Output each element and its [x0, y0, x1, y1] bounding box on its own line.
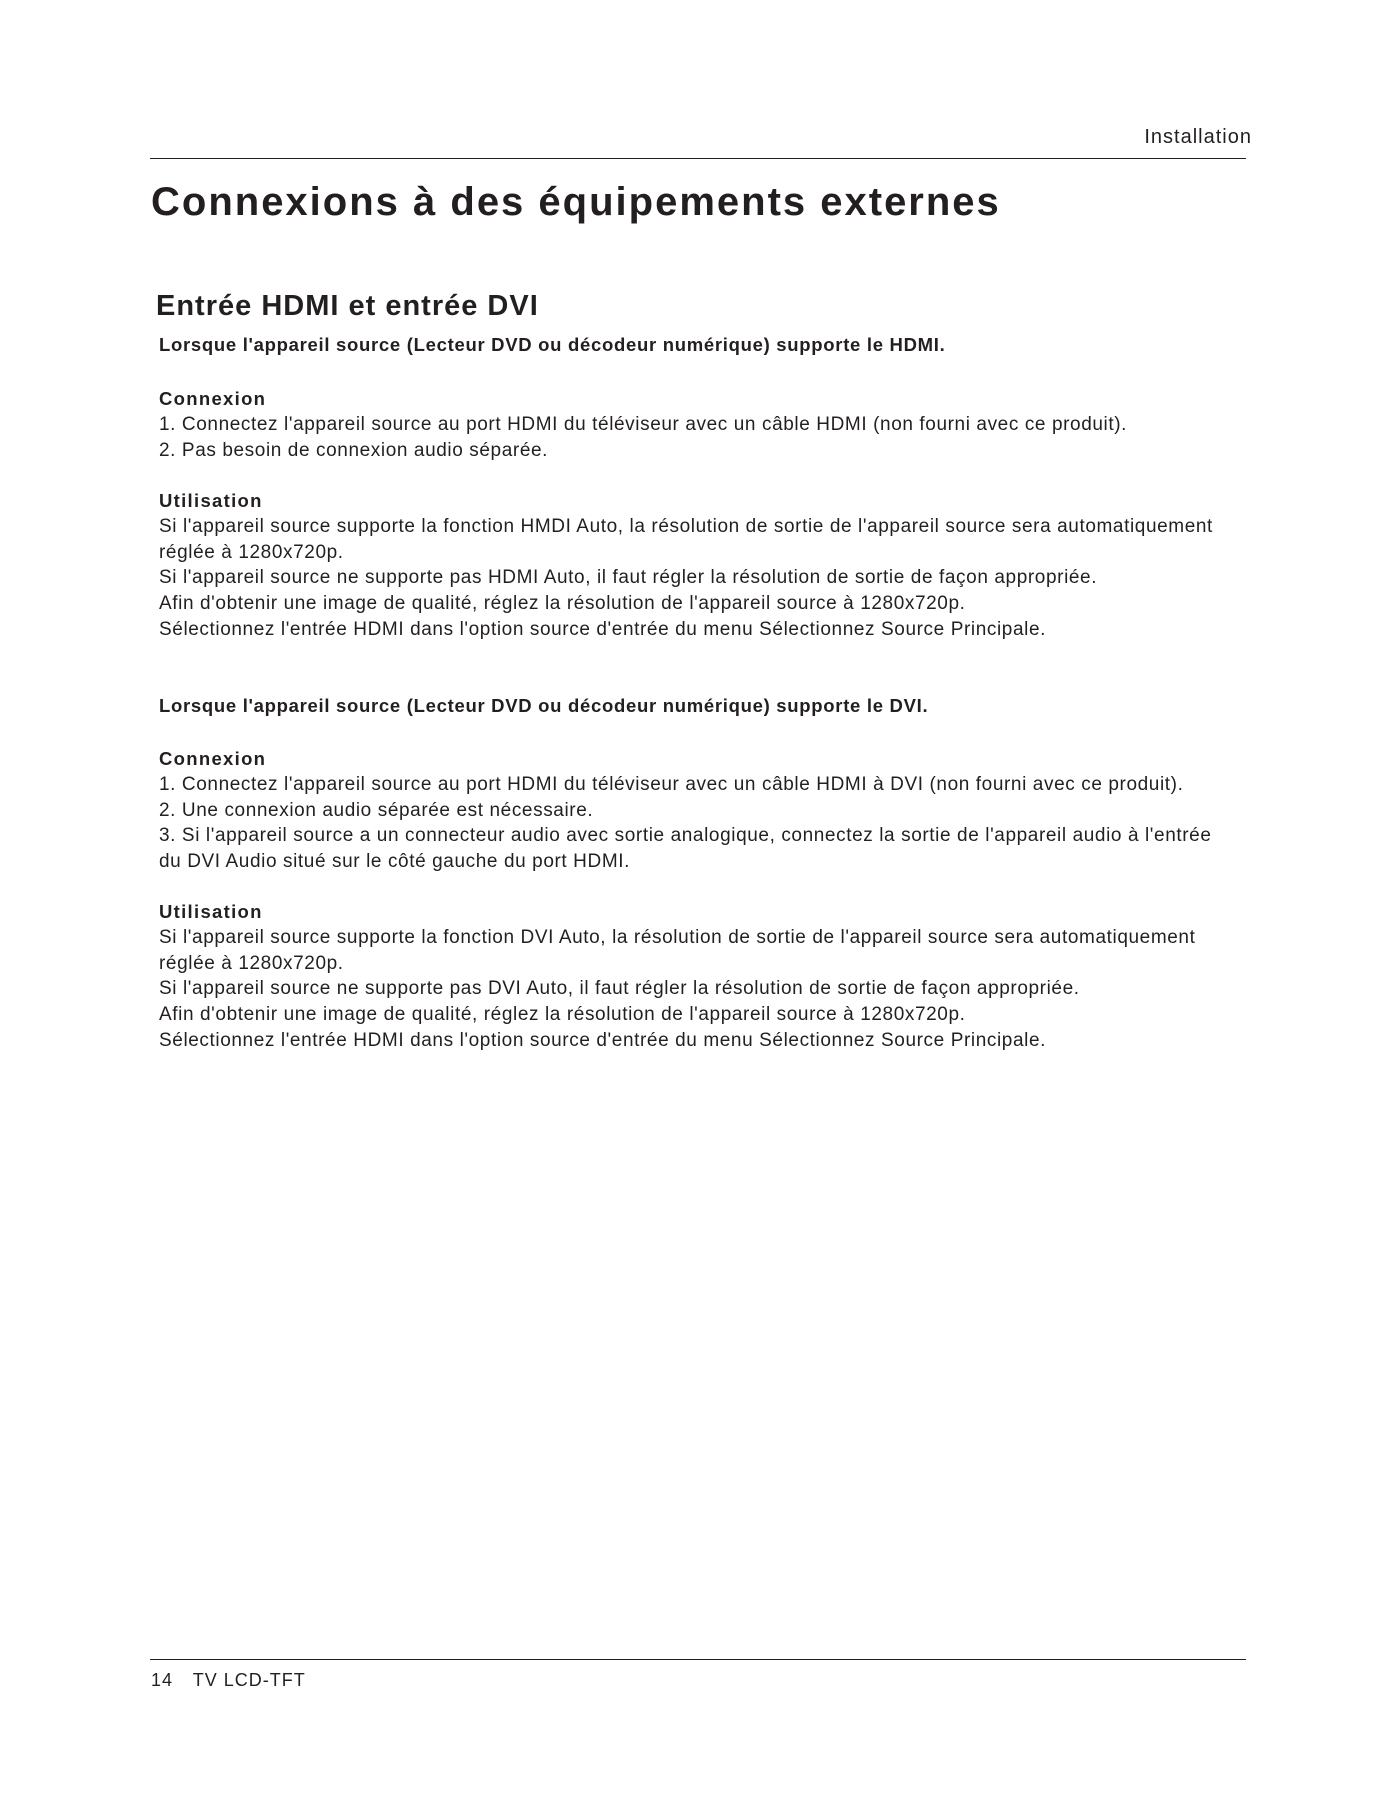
page-footer — [151, 1670, 306, 1691]
dvi-lead: Lorsque l'appareil source (Lecteur DVD ou décodeur numérique) supporte le DVI. — [159, 695, 929, 716]
section-heading: Entrée HDMI et entrée DVI — [156, 290, 539, 322]
page-number: 14 — [151, 1670, 174, 1690]
hdmi-connexion-line: 1. Connectez l'appareil source au port HDMI du téléviseur avec un câble HDMI (non fourni avec ce produit). — [159, 413, 1128, 435]
dvi-section — [159, 695, 1259, 717]
footer-rule — [150, 1659, 1246, 1660]
hdmi-lead: Lorsque l'appareil source (Lecteur DVD ou décodeur numérique) supporte le HDMI. — [159, 334, 946, 355]
hdmi-utilisation-line: Si l'appareil source ne supporte pas HDMI Auto, il faut régler la résolution de sortie de façon appropriée. — [159, 567, 1098, 589]
page-title: Connexions à des équipements externes — [151, 180, 1001, 224]
dvi-utilisation — [159, 899, 1259, 1054]
hdmi-utilisation-line: Sélectionnez l'entrée HDMI dans l'option source d'entrée du menu Sélectionnez Source Principale. — [159, 618, 1047, 640]
dvi-connexion-heading: Connexion — [159, 748, 267, 769]
hdmi-utilisation-heading: Utilisation — [159, 490, 263, 511]
dvi-connexion-line: 2. Une connexion audio séparée est nécessaire. — [159, 799, 594, 821]
dvi-utilisation-heading: Utilisation — [159, 901, 263, 922]
header-rule — [150, 158, 1246, 159]
hdmi-utilisation — [159, 488, 1259, 643]
hdmi-connexion-heading: Connexion — [159, 388, 267, 409]
hdmi-connexion-line: 2. Pas besoin de connexion audio séparée. — [159, 439, 549, 461]
hdmi-utilisation-line: réglée à 1280x720p. — [159, 541, 344, 563]
dvi-utilisation-line: Si l'appareil source supporte la fonction DVI Auto, la résolution de sortie de l'appareil source sera automatiquement — [159, 926, 1196, 948]
dvi-connexion — [159, 746, 1259, 875]
footer-product: TV LCD-TFT — [192, 1670, 306, 1690]
dvi-utilisation-line: Sélectionnez l'entrée HDMI dans l'option source d'entrée du menu Sélectionnez Source Principale. — [159, 1029, 1047, 1051]
dvi-utilisation-line: réglée à 1280x720p. — [159, 952, 344, 974]
hdmi-connexion — [159, 386, 1259, 463]
running-header-section: Installation — [1144, 126, 1252, 148]
dvi-connexion-line: 3. Si l'appareil source a un connecteur audio avec sortie analogique, connectez la sortie de l'appareil audio à l'entrée — [159, 825, 1212, 847]
dvi-utilisation-line: Afin d'obtenir une image de qualité, réglez la résolution de l'appareil source à 1280x720p. — [159, 1004, 966, 1026]
dvi-connexion-line: 1. Connectez l'appareil source au port HDMI du téléviseur avec un câble HDMI à DVI (non fourni avec ce produit). — [159, 773, 1184, 795]
hdmi-section — [159, 334, 1259, 356]
dvi-connexion-line: du DVI Audio situé sur le côté gauche du port HDMI. — [159, 851, 631, 873]
hdmi-utilisation-line: Si l'appareil source supporte la fonction HMDI Auto, la résolution de sortie de l'appareil source sera automatiquement — [159, 515, 1213, 537]
hdmi-utilisation-line: Afin d'obtenir une image de qualité, réglez la résolution de l'appareil source à 1280x720p. — [159, 593, 966, 615]
dvi-utilisation-line: Si l'appareil source ne supporte pas DVI Auto, il faut régler la résolution de sortie de façon appropriée. — [159, 978, 1080, 1000]
